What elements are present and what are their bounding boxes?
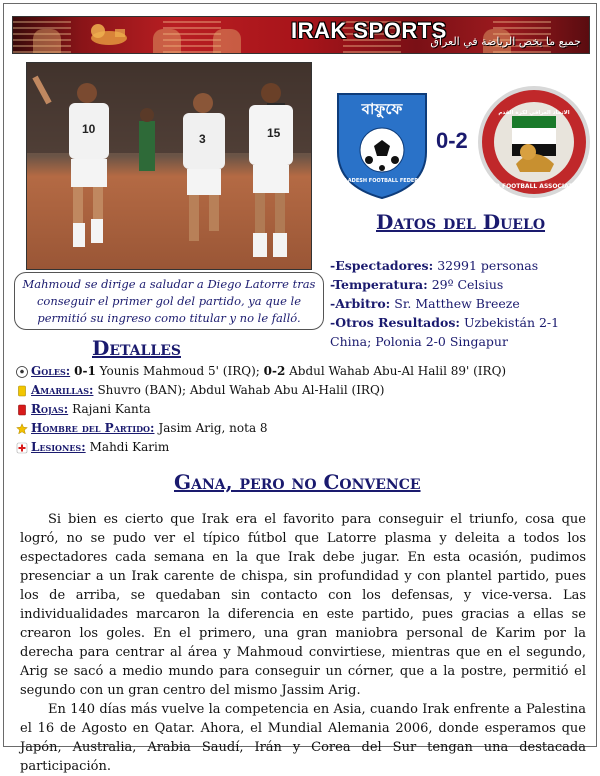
match-stats [330, 256, 595, 351]
bangladesh-logo [328, 90, 436, 200]
photo-caption: Mahmoud se dirige a saludar a Diego Latorre tras conseguir el primer gol del partido, ya que le permitió su ingreso como titular y no le falló. [14, 272, 324, 330]
article-paragraph: Si bien es cierto que Irak era el favorito para conseguir el triunfo, cosa que logró, no se pudo ver el típico fútbol que Latorre plasma y deleita a todos los espectadores cada semana en la que Irak debe jugar. En esta ocasión, pudimos presenciar a un Irak carente de chispa, sin profundidad y con plantel partido, pues los de arriba, se quedaban sin contacto con los defensas, y vice-versa. Las individualidades marcaron la diferencia en este partido, pues gracias a ellas se crearon los goles. En el primero, una gran maniobra personal de Karim por la derecha para centrar al área y Mahmoud convirtiese, mientras que en el segundo, Arig se sacó a medio mundo para conseguir un córner, que a la postre, permitió el segundo con un gran centro del mismo Jassim Arig. [20, 512, 586, 698]
detail-hombre-del-partido: Hombre del Partido: Jasim Arig, nota 8 [16, 419, 586, 438]
soccer-ball-icon [16, 366, 28, 378]
bangladesh-logo-script: বাফুফে [361, 100, 403, 118]
detail-rojas: Rojas: Rajani Kanta [16, 400, 586, 419]
site-subtitle-arabic: جميع ما يخص الرياضة في العراق [430, 35, 581, 48]
detail-goles: Goles: 0-1 Younis Mahmoud 5' (IRQ); 0-2 Abdul Wahab Abu-Al Halil 89' (IRQ) [16, 362, 586, 381]
medical-cross-icon [16, 442, 28, 454]
stat-arbitro: -Arbitro: Sr. Matthew Breeze [330, 296, 520, 311]
lion-logo-icon [87, 21, 131, 47]
stat-espectadores: -Espectadores: 32991 personas [330, 258, 539, 273]
match-score: 0-2 [436, 128, 468, 153]
article-paragraph: En 140 días más vuelve la competencia en Asia, cuando Irak enfrente a Palestina el 16 de Agosto en Qatar. Ahora, el Mundial Alemania 2006, donde esperamos que Japón, Australia, Arabia Saudí, Irán y Corea del Sur tengan una destacada participación. [20, 702, 586, 774]
iraq-logo-arabic: الاتحاد العراقي لكرة القدم [498, 110, 570, 116]
iraq-logo-text: IRAQ FOOTBALL ASSOCIATION [483, 183, 585, 190]
bangladesh-logo-text: BANGLADESH FOOTBALL FEDERATION [328, 178, 436, 184]
yellow-card-icon [16, 385, 28, 397]
detalles-heading: Detalles [92, 336, 181, 360]
datos-heading: Datos del Duelo [376, 210, 546, 234]
stat-otros-resultados: -Otros Resultados: Uzbekistán 2-1 China; Polonia 2-0 Singapur [330, 315, 560, 349]
details-list [16, 362, 586, 457]
match-photo [26, 62, 312, 270]
red-card-icon [16, 404, 28, 416]
stat-temperatura: -Temperatura: 29º Celsius [330, 277, 504, 292]
svg-text:15: 15 [267, 126, 281, 140]
site-title: IRAK SPORTS [291, 18, 447, 43]
star-icon [16, 423, 28, 435]
detail-amarillas: Amarillas: Shuvro (BAN); Abdul Wahab Abu Al-Halil (IRQ) [16, 381, 586, 400]
iraq-logo [476, 84, 592, 200]
site-banner[interactable] [12, 16, 590, 54]
svg-text:10: 10 [82, 122, 96, 136]
article-title: Gana, pero no Convence [174, 470, 421, 494]
svg-text:3: 3 [199, 132, 206, 146]
article-body [20, 510, 586, 776]
detail-lesiones: Lesiones: Mahdi Karim [16, 438, 586, 457]
